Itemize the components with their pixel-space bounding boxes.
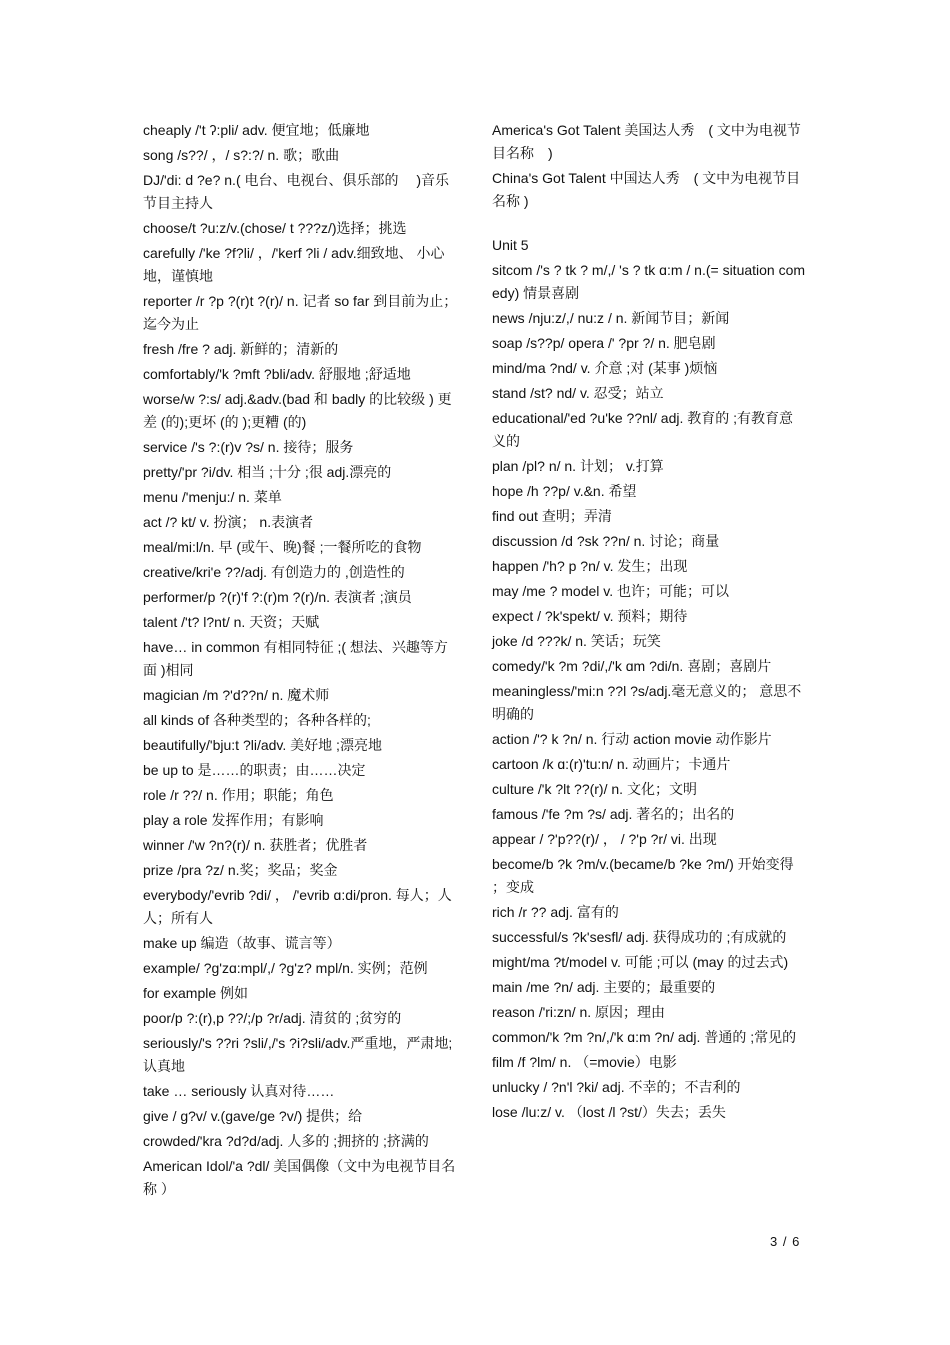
vocabulary-entry: DJ/'di: d ?e? n.( 电台、电视台、俱乐部的 )音乐节目主持人	[143, 172, 450, 211]
vocabulary-entry: expect / ?k'spekt/ v. 预料；期待	[492, 608, 688, 624]
vocabulary-entry: meal/mi:l/n. 早 (或午、晚)餐 ;一餐所吃的食物	[143, 539, 422, 555]
vocabulary-entry: reporter /r ?p ?(r)t ?(r)/ n. 记者 so far 到目前为止；迄今为止	[143, 293, 458, 332]
vocabulary-entry: play a role 发挥作用；有影响	[143, 812, 324, 828]
vocabulary-entry: seriously/'s ??ri ?sli/,/'s ?i?sli/adv.严重地，严肃地;认真地	[143, 1035, 453, 1074]
vocabulary-entry: soap /s??p/ opera /' ?pr ?/ n. 肥皂剧	[492, 335, 716, 351]
vocabulary-entry: song /s??/ ，/ s?:?/ n. 歌；歌曲	[143, 147, 340, 163]
vocabulary-entry: become/b ?k ?m/v.(became/b ?ke ?m/) 开始变得 ；变成	[492, 856, 794, 895]
vocabulary-entry: beautifully/'bju:t ?li/adv. 美好地 ;漂亮地	[143, 737, 382, 753]
vocabulary-entry: worse/w ?:s/ adj.&adv.(bad 和 badly 的比较级 ) 更差 (的);更坏 (的 );更糟 (的)	[143, 391, 452, 430]
vocabulary-entry: make up 编造（故事、谎言等）	[143, 935, 341, 951]
blank-line	[492, 215, 807, 234]
vocabulary-entry: magician /m ?'d??n/ n. 魔术师	[143, 687, 330, 703]
vocabulary-entry: cheaply /'t ʔ:pli/ adv. 便宜地；低廉地	[143, 122, 370, 138]
vocabulary-entry: rich /r ?? adj. 富有的	[492, 904, 619, 920]
vocabulary-entry: cartoon /k ɑ:(r)'tu:n/ n. 动画片；卡通片	[492, 756, 731, 772]
vocabulary-entry: educational/'ed ?u'ke ??nl/ adj. 教育的 ;有教育意义的	[492, 410, 794, 449]
vocabulary-entry: be up to 是……的职责；由……决定	[143, 762, 366, 778]
vocabulary-entry: reason /'ri:zn/ n. 原因；理由	[492, 1004, 666, 1020]
vocabulary-entry: carefully /'ke ?f?li/ ，/'kerf ?li / adv.细致地、 小心地，谨慎地	[143, 245, 445, 284]
vocabulary-entry: take … seriously 认真对待……	[143, 1083, 335, 1099]
vocabulary-entry: main /me ?n/ adj. 主要的；最重要的	[492, 979, 716, 995]
vocabulary-entry: service /'s ?:(r)v ?s/ n. 接待；服务	[143, 439, 354, 455]
page-number: 3 / 6	[770, 1234, 801, 1249]
vocabulary-entry: menu /'menju:/ n. 菜单	[143, 489, 282, 505]
vocabulary-entry: famous /'fe ?m ?s/ adj. 著名的；出名的	[492, 806, 735, 822]
unit-heading: Unit 5	[492, 237, 529, 253]
vocabulary-entry: example/ ?g'zɑ:mpl/,/ ?g'z? mpl/n. 实例；范例	[143, 960, 428, 976]
vocabulary-entry: for example 例如	[143, 985, 249, 1001]
vocabulary-entry: joke /d ???k/ n. 笑话；玩笑	[492, 633, 661, 649]
vocabulary-entry: hope /h ??p/ v.&n. 希望	[492, 483, 637, 499]
vocabulary-entry: comedy/'k ?m ?di/,/'k ɑm ?di/n. 喜剧；喜剧片	[492, 658, 772, 674]
vocabulary-entry: lose /lu:z/ v. （lost /l ?st/）失去；丢失	[492, 1104, 726, 1120]
vocabulary-entry: American Idol/'a ?dl/ 美国偶像（文中为电视节目名称 ）	[143, 1158, 456, 1197]
vocabulary-entry: give / g?v/ v.(gave/ge ?v/) 提供；给	[143, 1108, 363, 1124]
vocabulary-entry: crowded/'kra ?d?d/adj. 人多的 ;拥挤的 ;挤满的	[143, 1133, 429, 1149]
vocabulary-entry: unlucky / ?n'l ?ki/ adj. 不幸的；不吉利的	[492, 1079, 741, 1095]
vocabulary-entry: action /'? k ?n/ n. 行动 action movie 动作影片	[492, 731, 772, 747]
vocabulary-entry: stand /st? nd/ v. 忍受；站立	[492, 385, 664, 401]
vocabulary-entry: everybody/'evrib ?di/ ， /'evrib ɑ:di/pron. 每人；人人；所有人	[143, 887, 452, 926]
vocabulary-entry: winner /'w ?n?(r)/ n. 获胜者；优胜者	[143, 837, 368, 853]
vocabulary-entry: find out 查明；弄清	[492, 508, 612, 524]
vocabulary-entry: fresh /fre ? adj. 新鲜的；清新的	[143, 341, 339, 357]
vocabulary-entry: successful/s ?k'sesfl/ adj. 获得成功的 ;有成就的	[492, 929, 787, 945]
vocabulary-entry: all kinds of 各种类型的；各种各样的;	[143, 712, 371, 728]
vocabulary-entry: might/ma ?t/model v. 可能 ;可以 (may 的过去式)	[492, 954, 789, 970]
vocabulary-entry: may /me ? model v. 也许；可能；可以	[492, 583, 730, 599]
right-column	[492, 119, 807, 1126]
left-column	[143, 119, 458, 1203]
vocabulary-entry: role /r ??/ n. 作用；职能；角色	[143, 787, 334, 803]
vocabulary-entry: culture /'k ?lt ??(r)/ n. 文化；文明	[492, 781, 697, 797]
vocabulary-entry: common/'k ?m ?n/,/'k ɑ:m ?n/ adj. 普通的 ;常见的	[492, 1029, 797, 1045]
vocabulary-entry: creative/kri'e ??/adj. 有创造力的 ,创造性的	[143, 564, 405, 580]
vocabulary-entry: poor/p ?:(r),p ??/;/p ?r/adj. 清贫的 ;贫穷的	[143, 1010, 402, 1026]
vocabulary-entry: talent /'t? l?nt/ n. 天资；天赋	[143, 614, 320, 630]
vocabulary-entry: pretty/'pr ?i/dv. 相当 ;十分 ;很 adj.漂亮的	[143, 464, 392, 480]
vocabulary-entry: act /? kt/ v. 扮演； n.表演者	[143, 514, 314, 530]
vocabulary-entry: choose/t ?u:z/v.(chose/ t ???z/)选择；挑选	[143, 220, 407, 236]
vocabulary-entry: plan /pl? n/ n. 计划； v.打算	[492, 458, 664, 474]
vocabulary-entry: sitcom /'s ? tk ? m/,/ 's ? tk ɑ:m / n.(= situation comedy) 情景喜剧	[492, 262, 806, 301]
vocabulary-entry: comfortably/'k ?mft ?bli/adv. 舒服地 ;舒适地	[143, 366, 411, 382]
vocabulary-entry: appear / ?'p??(r)/ ， / ?'p ?r/ vi. 出现	[492, 831, 717, 847]
vocabulary-entry: prize /pra ?z/ n.奖；奖品；奖金	[143, 862, 338, 878]
vocabulary-entry: mind/ma ?nd/ v. 介意 ;对 (某事 )烦恼	[492, 360, 718, 376]
vocabulary-entry: America's Got Talent 美国达人秀 ( 文中为电视节目名称 )	[492, 122, 801, 161]
vocabulary-entry: discussion /d ?sk ??n/ n. 讨论；商量	[492, 533, 720, 549]
vocabulary-entry: have… in common 有相同特征 ;( 想法、兴趣等方面 )相同	[143, 639, 448, 678]
vocabulary-entry: film /f ?lm/ n. （=movie）电影	[492, 1054, 677, 1070]
vocabulary-entry: happen /'h? p ?n/ v. 发生；出现	[492, 558, 688, 574]
vocabulary-entry: news /nju:z/,/ nu:z / n. 新闻节目；新闻	[492, 310, 730, 326]
vocabulary-entry: meaningless/'mi:n ??l ?s/adj.毫无意义的； 意思不明确的	[492, 683, 802, 722]
vocabulary-entry: performer/p ?(r)'f ?:(r)m ?(r)/n. 表演者 ;演员	[143, 589, 412, 605]
vocabulary-entry: China's Got Talent 中国达人秀 ( 文中为电视节目名称 )	[492, 170, 801, 209]
